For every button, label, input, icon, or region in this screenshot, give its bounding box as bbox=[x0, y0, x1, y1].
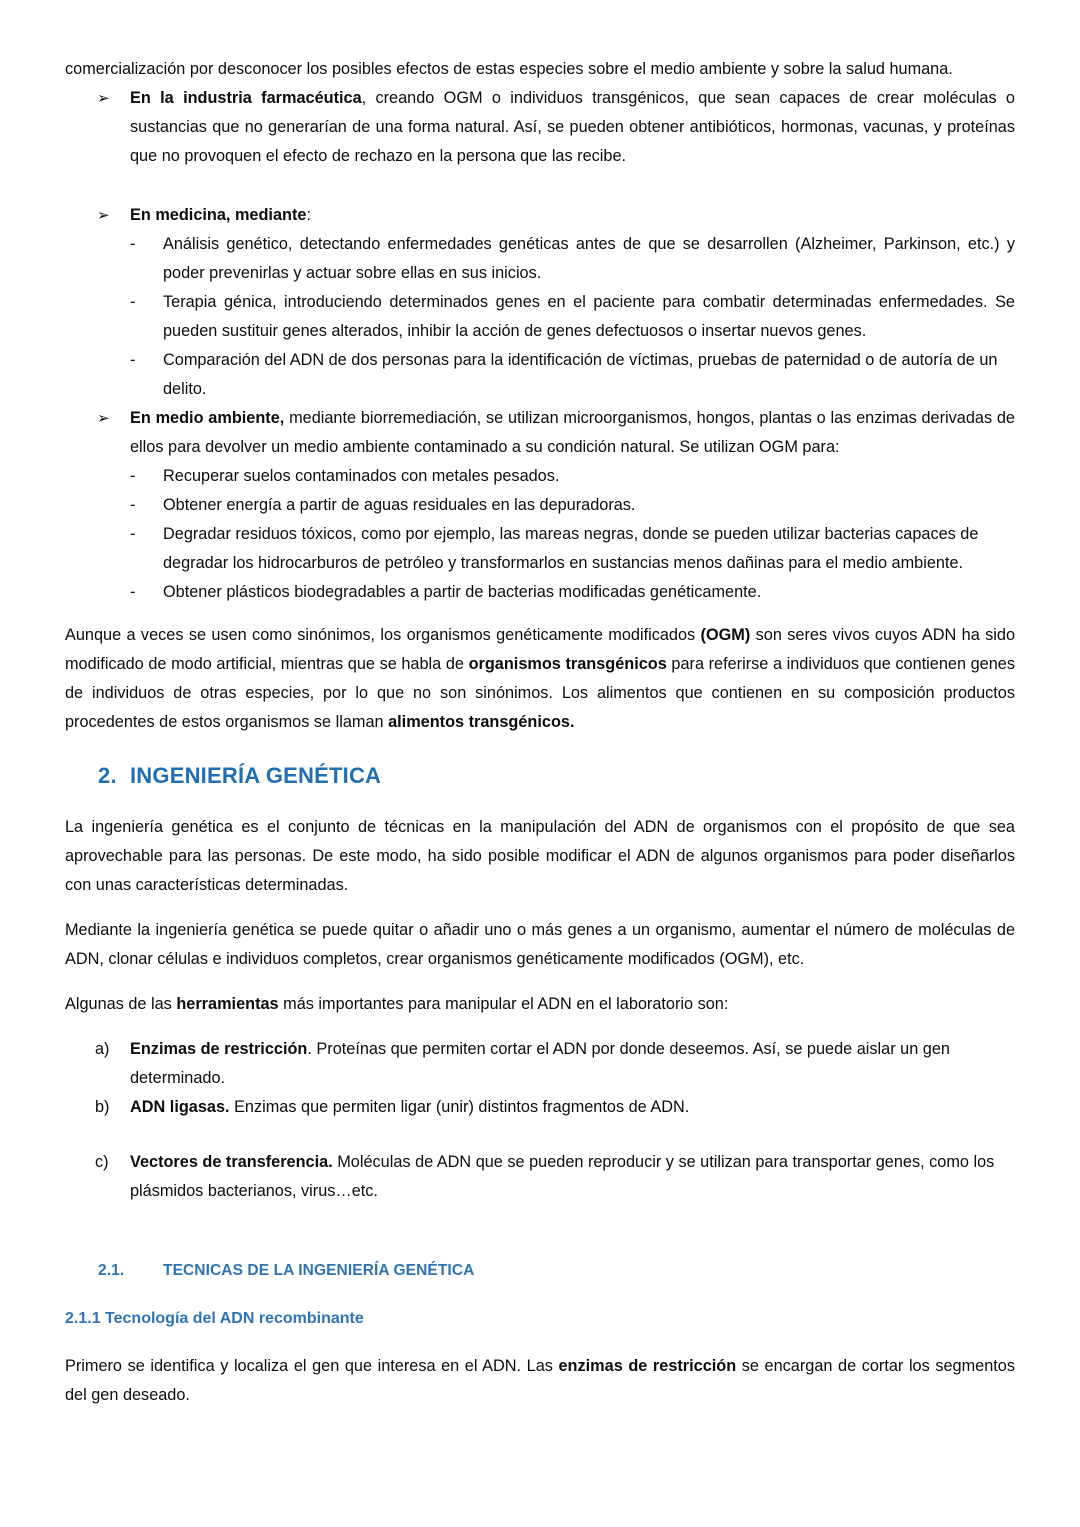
text-part: son seres vivos cuyos ADN ha sido modificado de modo artificial, mientras que se habla de bbox=[65, 626, 1015, 673]
spacer bbox=[65, 974, 1015, 990]
tool-body-text: . Proteínas que permiten cortar el ADN por donde deseemos. Así, se puede aislar un gen determinado. bbox=[130, 1040, 950, 1087]
tool-lead-text: Enzimas de restricción bbox=[130, 1040, 308, 1058]
bullet-lead-text: En medicina, mediante bbox=[130, 206, 307, 224]
bullet-body-text: : bbox=[306, 206, 311, 224]
text-part: se encargan de cortar los segmentos del gen deseado. bbox=[65, 1357, 1015, 1404]
dash-bullet-icon: - bbox=[130, 235, 136, 253]
list-marker-b: b) bbox=[95, 1098, 110, 1116]
list-marker-c: c) bbox=[95, 1153, 109, 1171]
list-item-text: Obtener energía a partir de aguas residuales en las depuradoras. bbox=[163, 496, 636, 514]
spacer bbox=[65, 171, 1015, 201]
paragraph-herramientas bbox=[65, 990, 1015, 1019]
subsection-number: 2.1. bbox=[98, 1262, 125, 1279]
spacer bbox=[65, 900, 1015, 916]
text-bold-alimentos-transgenicos: alimentos transgénicos. bbox=[388, 713, 575, 731]
text-part: más importantes para manipular el ADN en el laboratorio son: bbox=[278, 995, 729, 1013]
list-item-medicina-2 bbox=[65, 288, 1015, 346]
text-bold-organismos-transgenicos: organismos transgénicos bbox=[468, 655, 667, 673]
list-item-text: Análisis genético, detectando enfermedades genéticas antes de que se desarrollen (Alzheimer, Parkinson, etc.) y poder prevenirlas y actuar sobre ellas en sus inicios. bbox=[163, 235, 1015, 282]
list-item-text: Obtener plásticos biodegradables a partir de bacterias modificadas genéticamente. bbox=[163, 583, 762, 601]
paragraph-final-recombinante bbox=[65, 1352, 1015, 1410]
bullet-industria-farmaceutica bbox=[65, 84, 1015, 171]
tool-lead-text: ADN ligasas. bbox=[130, 1098, 230, 1116]
arrow-bullet-icon: ➢ bbox=[97, 410, 110, 427]
dash-bullet-icon: - bbox=[130, 467, 136, 485]
dash-bullet-icon: - bbox=[130, 351, 136, 369]
list-item-text: Degradar residuos tóxicos, como por ejemplo, las mareas negras, donde se pueden utilizar bacterias capaces de degradar los hidrocarburos de petróleo y transformarlos en sustancias menos dañinas para el medio ambiente. bbox=[163, 525, 979, 572]
section-title: INGENIERÍA GENÉTICA bbox=[130, 763, 382, 788]
list-item-ambiente-3 bbox=[65, 520, 1015, 578]
section-number: 2. bbox=[98, 763, 117, 788]
tool-body-text: Moléculas de ADN que se pueden reproducir y se utilizan para transportar genes, como los plásmidos bacterianos, virus…etc. bbox=[130, 1153, 995, 1200]
bullet-en-medicina bbox=[65, 201, 1015, 230]
list-item-ambiente-1 bbox=[65, 462, 1015, 491]
text-part: Algunas de las bbox=[65, 995, 177, 1013]
list-item-text: Comparación del ADN de dos personas para la identificación de víctimas, pruebas de paternidad o de autoría de un delito. bbox=[163, 351, 998, 398]
bullet-lead-text: En la industria farmacéutica bbox=[130, 89, 362, 107]
spacer bbox=[65, 793, 1015, 813]
list-marker-a: a) bbox=[95, 1040, 110, 1058]
list-item-tool-c bbox=[65, 1148, 1015, 1206]
text-part: para referirse a individuos que contienen genes de individuos de otras especies, por lo que no son sinónimos. Los alimentos que contienen en su composición productos procedentes de estos organismos se llaman bbox=[65, 655, 1015, 731]
dash-bullet-icon: - bbox=[130, 496, 136, 514]
paragraph-definicion-ingenieria: La ingeniería genética es el conjunto de técnicas en la manipulación del ADN de organismos con el propósito de que sea aprovechable para las personas. De este modo, ha sido posible modificar el ADN de algunos organismos para poder diseñarlos con unas características determinadas. bbox=[65, 818, 1015, 894]
list-item-ambiente-2 bbox=[65, 491, 1015, 520]
paragraph-intro-continuation: comercialización por desconocer los posibles efectos de estas especies sobre el medio ambiente y sobre la salud humana. bbox=[65, 60, 953, 78]
list-item-text: Terapia génica, introduciendo determinados genes en el paciente para combatir determinadas enfermedades. Se pueden sustituir genes alterados, inhibir la acción de genes defectuosos o insertar nuevos genes. bbox=[163, 293, 1015, 340]
arrow-bullet-icon: ➢ bbox=[97, 207, 110, 224]
text-part: Primero se identifica y localiza el gen que interesa en el ADN. Las bbox=[65, 1357, 559, 1375]
list-item-medicina-1 bbox=[65, 230, 1015, 288]
spacer bbox=[65, 737, 1015, 759]
spacer bbox=[65, 1284, 1015, 1306]
tool-lead-text: Vectores de transferencia. bbox=[130, 1153, 333, 1171]
heading-section-2 bbox=[65, 759, 1015, 793]
text-bold-herramientas: herramientas bbox=[176, 995, 279, 1013]
bullet-medio-ambiente bbox=[65, 404, 1015, 462]
spacer bbox=[65, 1206, 1015, 1258]
text-part: Aunque a veces se usen como sinónimos, los organismos genéticamente modificados bbox=[65, 626, 701, 644]
list-item-text: Recuperar suelos contaminados con metales pesados. bbox=[163, 467, 560, 485]
subsection-title: TECNICAS DE LA INGENIERÍA GENÉTICA bbox=[163, 1262, 475, 1279]
paragraph-mediante-ingenieria: Mediante la ingeniería genética se puede quitar o añadir uno o más genes a un organismo, aumentar el número de moléculas de ADN, clonar células e individuos completos, crear organismos genéticamente modificados (OGM), etc. bbox=[65, 921, 1015, 968]
spacer bbox=[65, 1122, 1015, 1148]
heading-section-2-1 bbox=[65, 1258, 1015, 1284]
text-bold-enzimas-restriccion: enzimas de restricción bbox=[558, 1357, 737, 1375]
dash-bullet-icon: - bbox=[130, 525, 136, 543]
list-item-medicina-3 bbox=[65, 346, 1015, 404]
list-item-tool-a bbox=[65, 1035, 1015, 1093]
bullet-body-text: mediante biorremediación, se utilizan microorganismos, hongos, plantas o las enzimas derivadas de ellos para devolver un medio ambiente contaminado a su condición natural. Se utilizan OGM para: bbox=[130, 409, 1015, 456]
dash-bullet-icon: - bbox=[130, 583, 136, 601]
list-item-ambiente-4 bbox=[65, 578, 1015, 607]
paragraph-ogm-transgenicos bbox=[65, 621, 1015, 737]
text-bold-ogm: (OGM) bbox=[700, 626, 751, 644]
bullet-body-text: , creando OGM o individuos transgénicos, que sean capaces de crear moléculas o sustancias que no generarían de una forma natural. Así, se pueden obtener antibióticos, hormonas, vacunas, y proteínas que no provoquen el efecto de rechazo en la persona que las recibe. bbox=[130, 89, 1015, 165]
list-item-tool-b bbox=[65, 1093, 1015, 1122]
spacer bbox=[65, 1332, 1015, 1352]
arrow-bullet-icon: ➢ bbox=[97, 90, 110, 107]
spacer bbox=[65, 1019, 1015, 1035]
tool-body-text: Enzimas que permiten ligar (unir) distintos fragmentos de ADN. bbox=[229, 1098, 690, 1116]
heading-section-2-1-1: 2.1.1 Tecnología del ADN recombinante bbox=[65, 1310, 364, 1327]
spacer bbox=[65, 607, 1015, 621]
bullet-lead-text: En medio ambiente, bbox=[130, 409, 285, 427]
dash-bullet-icon: - bbox=[130, 293, 136, 311]
